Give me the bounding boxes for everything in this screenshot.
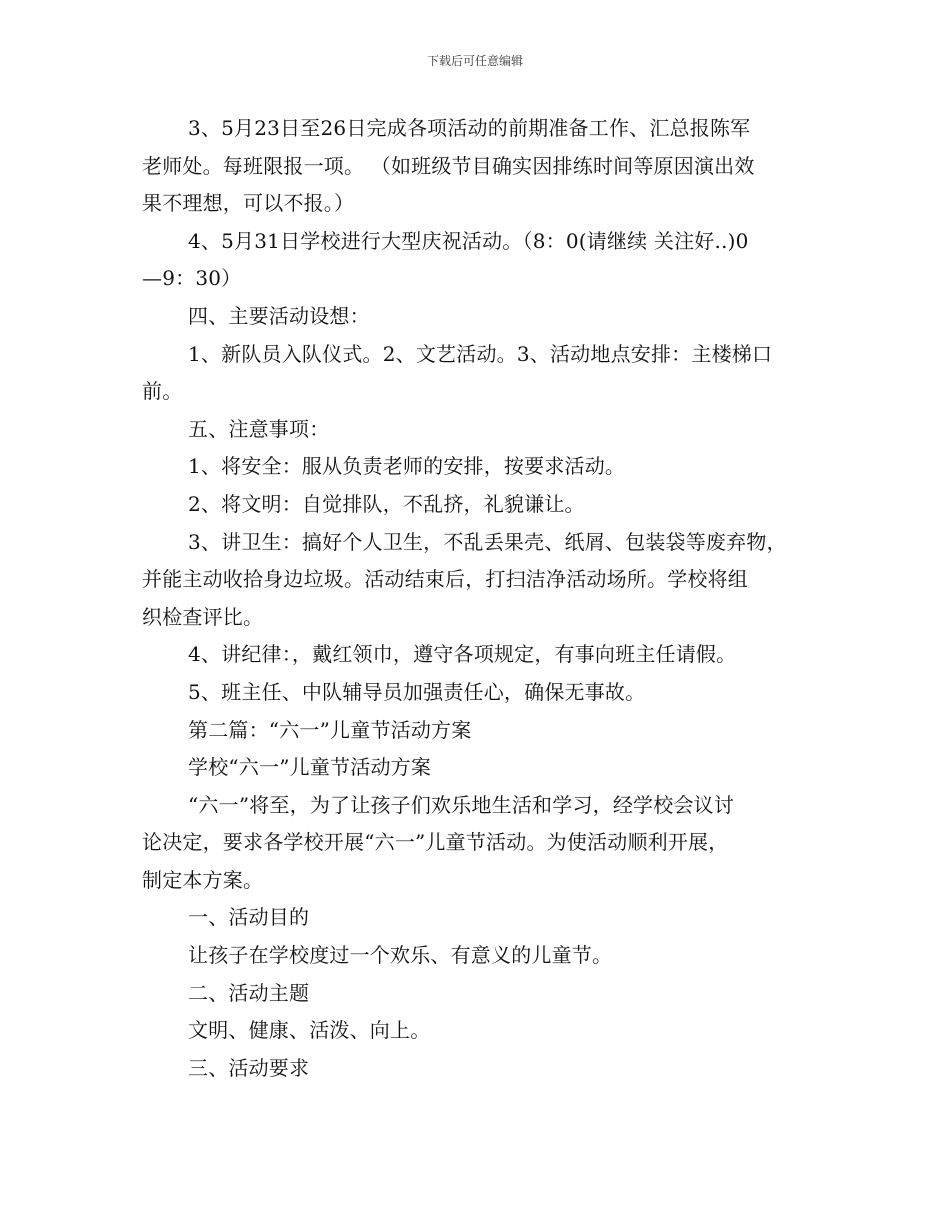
text-line: 第二篇：“六一”儿童节活动方案 (188, 717, 472, 742)
text-line: 文明、健康、活泼、向上。 (188, 1018, 431, 1043)
text-line: 四、主要活动设想： (188, 303, 370, 328)
text-line: 3、5月23日至26日完成各项活动的前期准备工作、汇总报陈军 (188, 116, 751, 140)
text-line: 三、活动要求 (188, 1055, 310, 1080)
text-line: —9：30） (142, 266, 242, 291)
text-line: 一、活动目的 (188, 905, 310, 930)
text-line: 让孩子在学校度过一个欢乐、有意义的儿童节。 (188, 943, 613, 968)
text-line: 并能主动收拾身边垃圾。活动结束后，打扫洁净活动场所。学校将组 (142, 567, 748, 592)
text-line: 4、讲纪律：，戴红领巾，遵守各项规定，有事向班主任请假。 (188, 642, 737, 667)
text-line: 果不理想，可以不报。） (142, 191, 355, 216)
text-line: “六一”将至，为了让孩子们欢乐地生活和学习，经学校会议讨 (188, 792, 735, 817)
text-line: 制定本方案。 (142, 867, 264, 892)
text-line: 五、注意事项： (188, 416, 330, 441)
text-line: 织检查评比。 (142, 604, 264, 629)
text-line: 3、讲卫生：搞好个人卫生，不乱丢果壳、纸屑、包装袋等废弃物， (188, 529, 787, 554)
text-line: 5、班主任、中队辅导员加强责任心，确保无事故。 (188, 679, 646, 704)
document-body (142, 110, 832, 1087)
text-line: 4、5月31日学校进行大型庆祝活动。（8：0(请继续 关注好..)0 (188, 228, 749, 253)
text-line: 老师处。每班限报一项。 （如班级节目确实因排练时间等原因演出效 (142, 153, 755, 178)
text-line: 1、新队员入队仪式。2、文艺活动。3、活动地点安排：主楼梯口 (188, 341, 773, 366)
text-line: 2、将文明：自觉排队，不乱挤，礼貌谦让。 (188, 491, 585, 516)
text-line: 前。 (142, 379, 183, 404)
text-line: 1、将安全：服从负责老师的安排，按要求活动。 (188, 454, 626, 479)
text-line: 论决定，要求各学校开展“六一”儿童节活动。为使活动顺利开展， (142, 830, 729, 855)
page-header: 下载后可任意编辑 (426, 54, 523, 68)
text-line: 学校“六一”儿童节活动方案 (188, 755, 432, 780)
text-line: 二、活动主题 (188, 980, 310, 1005)
